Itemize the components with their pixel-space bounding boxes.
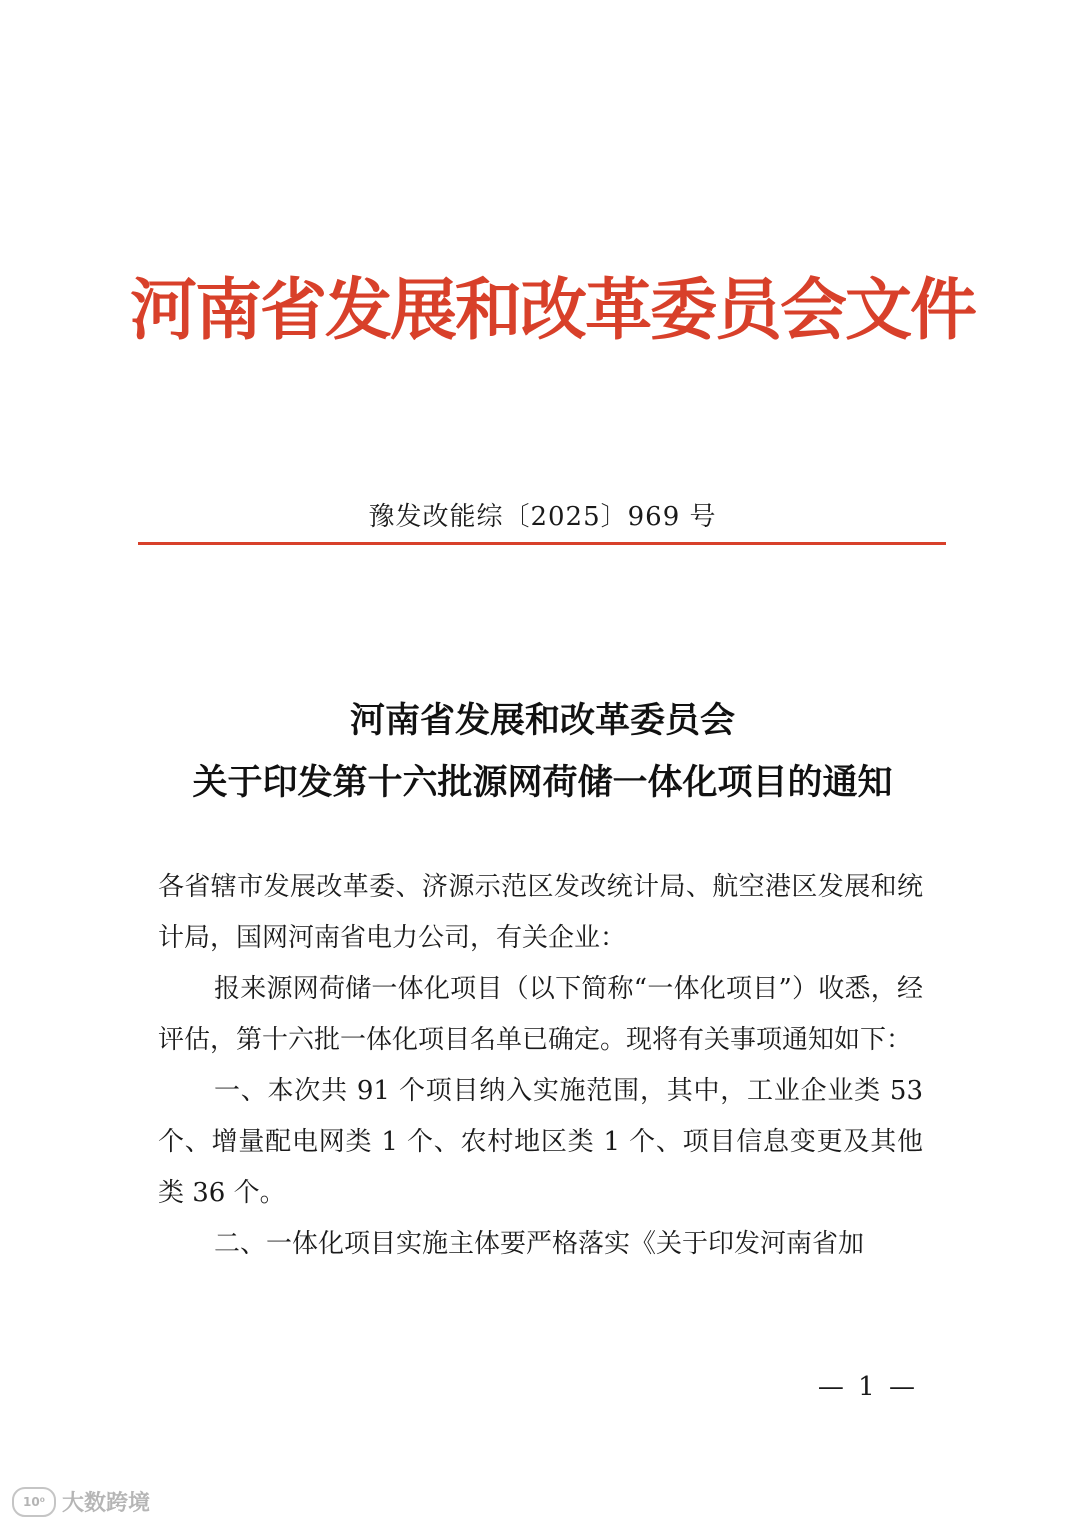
paragraph-item-1: 一、本次共 91 个项目纳入实施范围，其中，工业企业类 53 个、增量配电网类 1 个、农村地区类 1 个、项目信息变更及其他类 36 个。 (158, 1076, 923, 1208)
title-line-2: 关于印发第十六批源网荷储一体化项目的通知 (192, 763, 893, 803)
body-text (158, 862, 923, 1270)
salutation: 各省辖市发展改革委、济源示范区发改统计局、航空港区发展和统计局，国网河南省电力公司，有关企业： (158, 872, 923, 953)
red-divider-line (138, 542, 946, 545)
paragraph-item-2: 二、一体化项目实施主体要严格落实《关于印发河南省加 (214, 1229, 865, 1259)
watermark-brand: 大数跨境 (62, 1491, 151, 1516)
title-line-1: 河南省发展和改革委员会 (349, 701, 735, 741)
paragraph-intro: 报来源网荷储一体化项目（以下简称“一体化项目”）收悉，经评估，第十六批一体化项目名单已确定。现将有关事项通知如下： (158, 974, 923, 1055)
watermark-logo-icon: 10⁰ (12, 1487, 56, 1517)
notice-title (140, 690, 945, 814)
page-number: — 1 — (817, 1372, 918, 1402)
watermark (12, 1486, 150, 1517)
document-number: 豫发改能综〔2025〕969 号 (368, 502, 717, 532)
issuer-banner: 河南省发展和改革委员会文件 (130, 270, 975, 349)
